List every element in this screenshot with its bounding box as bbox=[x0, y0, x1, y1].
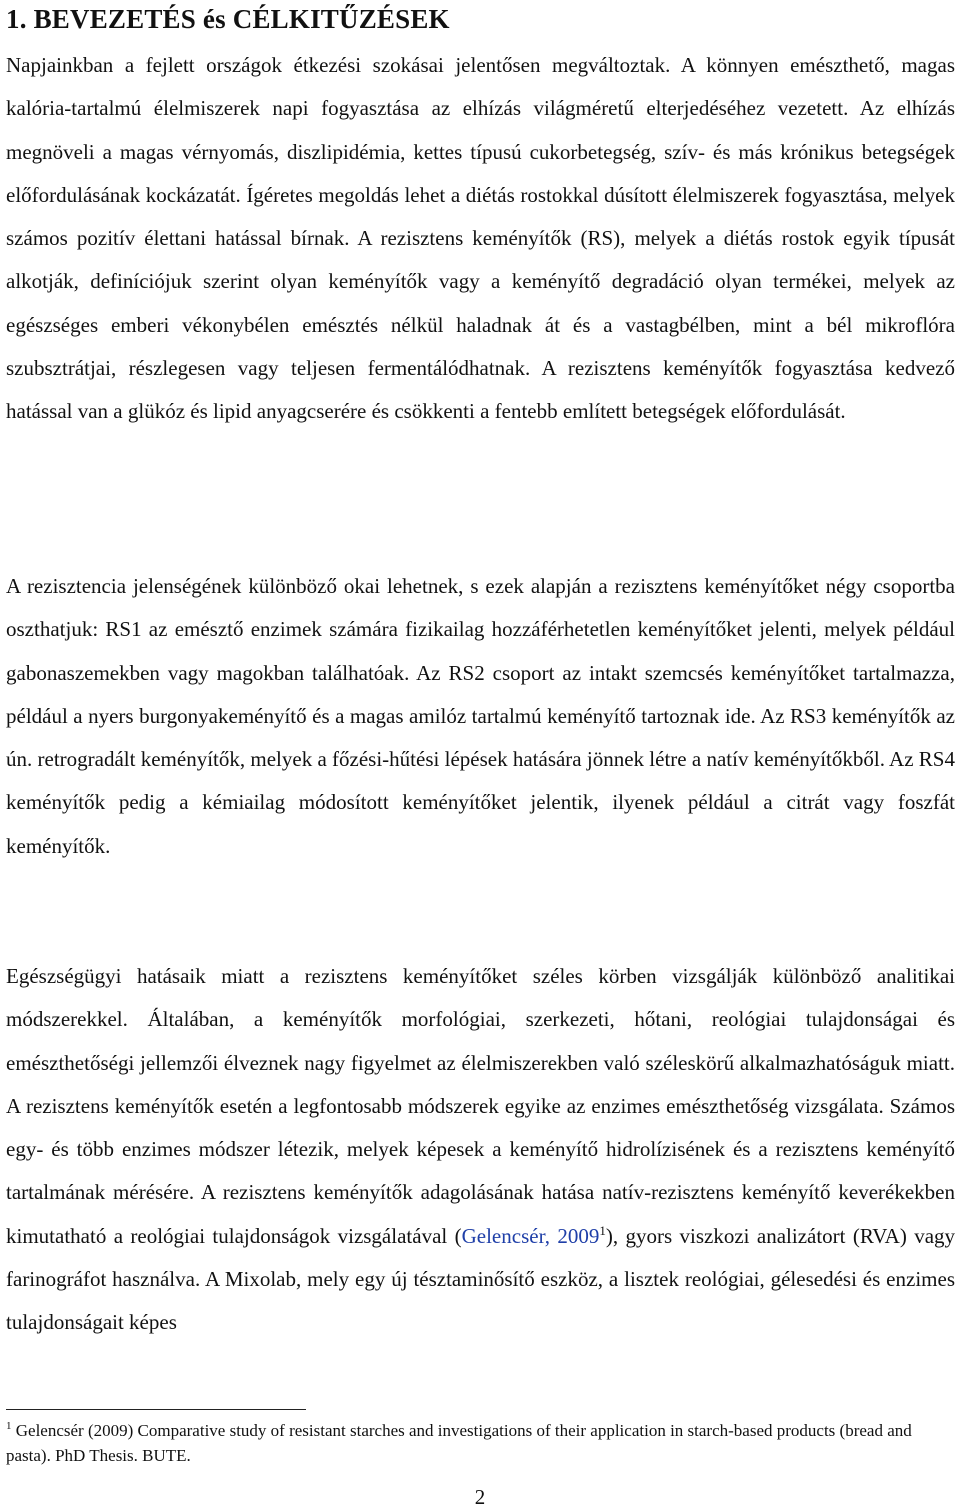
footnote-reference[interactable]: 1 bbox=[599, 1222, 606, 1238]
paragraph-analytical-methods bbox=[6, 955, 955, 1345]
footnote-text: Gelencsér (2009) Comparative study of resistant starches and investigations of their application in starch-based products (bread and pasta). PhD Thesis. BUTE. bbox=[6, 1421, 912, 1465]
footnote-mark: 1 bbox=[6, 1420, 12, 1432]
paragraph-introduction: Napjainkban a fejlett országok étkezési szokásai jelentősen megváltoztak. A könnyen emészthető, magas kalória-tartalmú élelmiszerek napi fogyasztása az elhízás világméretű elterjedéséhez vezetett. Az elhízás megnöveli a magas vérnyomás, diszlipidémia, kettes típusú cukorbetegség, szív- és más krónikus betegségek előfordulásának kockázatát. Ígéretes megoldás lehet a diétás rostokkal dúsított élelmiszerek fogyasztása, melyek számos pozitív élettani hatással bírnak. A rezisztens keményítők (RS), melyek a diétás rostok egyik típusát alkotják, definíciójuk szerint olyan keményítők vagy a keményítő degradáció olyan termékei, melyek az egészséges emberi vékonybélen emésztés nélkül haladnak át és a vastagbélben, mint a bél mikroflóra szubsztrátjai, részlegesen vagy teljesen fermentálódhatnak. A rezisztens keményítők fogyasztása kedvező hatással van a glükóz és lipid anyagcserére és csökkenti a fentebb említett betegségek előfordulását. bbox=[6, 53, 955, 424]
citation-link[interactable]: Gelencsér, 2009 bbox=[461, 1223, 600, 1248]
section-heading: 1. BEVEZETÉS és CÉLKITŰZÉSEK bbox=[6, 4, 450, 34]
paragraph-text-before-citation: Egészségügyi hatásaik miatt a rezisztens keményítőket széles körben vizsgálják különböző analitikai módszerekkel. Általában, a keményítők morfológiai, szerkezeti, hőtani, reológiai tulajdonságai és emészthetőségi jellemzői élveznek nagy figyelmet az élelmiszerekben való széleskörű alkalmazhatóságuk miatt. A rezisztens keményítők esetén a legfontosabb módszerek egyike az enzimes emészthetőség vizsgálata. Számos egy- és több enzimes módszer létezik, melyek képesek a keményítő hidrolízisének és a rezisztens keményítő tartalmának mérésére. A rezisztens keményítők adagolásának hatása natív-rezisztens keményítő keverékekben kimutatható a reológiai tulajdonságok vizsgálatával ( bbox=[6, 964, 955, 1248]
paragraph-resistance-types: A rezisztencia jelenségének különböző okai lehetnek, s ezek alapján a rezisztens keményítőket négy csoportba oszthatjuk: RS1 az emésztő enzimek számára fizikailag hozzáférhetetlen keményítőket jelenti, melyek például gabonaszemekben vagy magokban találhatóak. Az RS2 csoport az intakt szemcsés keményítőket tartalmazza, például a nyers burgonyakeményítő és a magas amilóz tartalmú keményítő tartoznak ide. Az RS3 keményítők az ún. retrogradált keményítők, melyek a főzési-hűtési lépések hatására jönnek létre a natív keményítőkből. Az RS4 keményítők pedig a kémiailag módosított keményítőket jelentik, ilyenek például a citrát vagy foszfát keményítők. bbox=[6, 574, 955, 858]
footnote-separator bbox=[6, 1409, 306, 1410]
paragraph-text-after-citation: ), gyors viszkozi analizátort (RVA) vagy farinográfot használva. A Mixolab, mely egy új tésztaminősítő eszköz, a lisztek reológiai, gélesedési és enzimes tulajdonságait képes bbox=[6, 1223, 956, 1335]
footnote bbox=[6, 1418, 955, 1468]
page-number: 2 bbox=[474, 1485, 486, 1509]
